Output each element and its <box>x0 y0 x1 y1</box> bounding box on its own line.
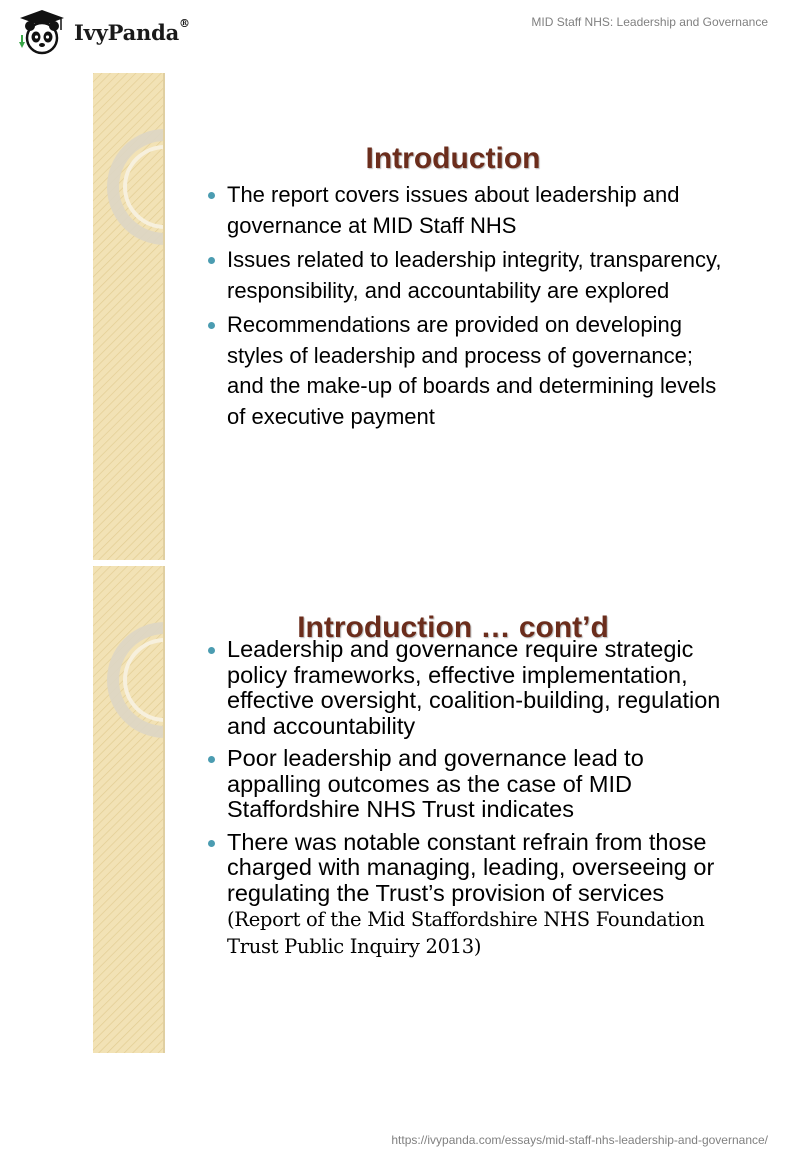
list-item: Poor leadership and governance lead to appalling outcomes as the case of MID Staffordshire NHS Trust indicates <box>207 746 727 823</box>
list-item: Issues related to leadership integrity, transparency, responsibility, and accountability are explored <box>207 245 727 306</box>
list-item: The report covers issues about leadership and governance at MID Staff NHS <box>207 180 727 241</box>
source-url[interactable]: https://ivypanda.com/essays/mid-staff-nhs-leadership-and-governance/ <box>391 1133 768 1147</box>
bullet-list <box>207 637 727 966</box>
bullet-list <box>207 180 727 436</box>
decorative-strip <box>93 73 165 560</box>
ivypanda-logo[interactable] <box>16 8 190 56</box>
list-item: There was notable constant refrain from those charged with managing, leading, overseeing or regulating the Trust’s provision of services (Report of the Mid Staffordshire NHS Foundation Trust Public Inquiry 2013) <box>207 830 727 960</box>
bullet-icon <box>208 840 215 847</box>
list-item: Recommendations are provided on developing styles of leadership and process of governance; and the make-up of boards and determining levels of executive payment <box>207 310 727 432</box>
panda-graduate-icon <box>16 8 68 56</box>
slide-introduction-contd <box>93 566 733 1053</box>
document-title: MID Staff NHS: Leadership and Governance <box>531 15 768 29</box>
bullet-icon <box>208 322 215 329</box>
bullet-icon <box>208 192 215 199</box>
slide-introduction <box>93 73 733 560</box>
slide-heading: Introduction … cont’d <box>297 610 609 644</box>
slide-heading: Introduction <box>365 141 541 175</box>
citation: (Report of the Mid Staffordshire NHS Foundation Trust Public Inquiry 2013) <box>227 908 705 958</box>
bullet-icon <box>208 257 215 264</box>
bullet-icon <box>208 756 215 763</box>
bullet-icon <box>208 647 215 654</box>
list-item: Leadership and governance require strategic policy frameworks, effective implementation, effective oversight, coalition-building, regulation and accountability <box>207 637 727 739</box>
decorative-strip <box>93 566 165 1053</box>
brand-name: IvyPanda® <box>74 16 190 45</box>
